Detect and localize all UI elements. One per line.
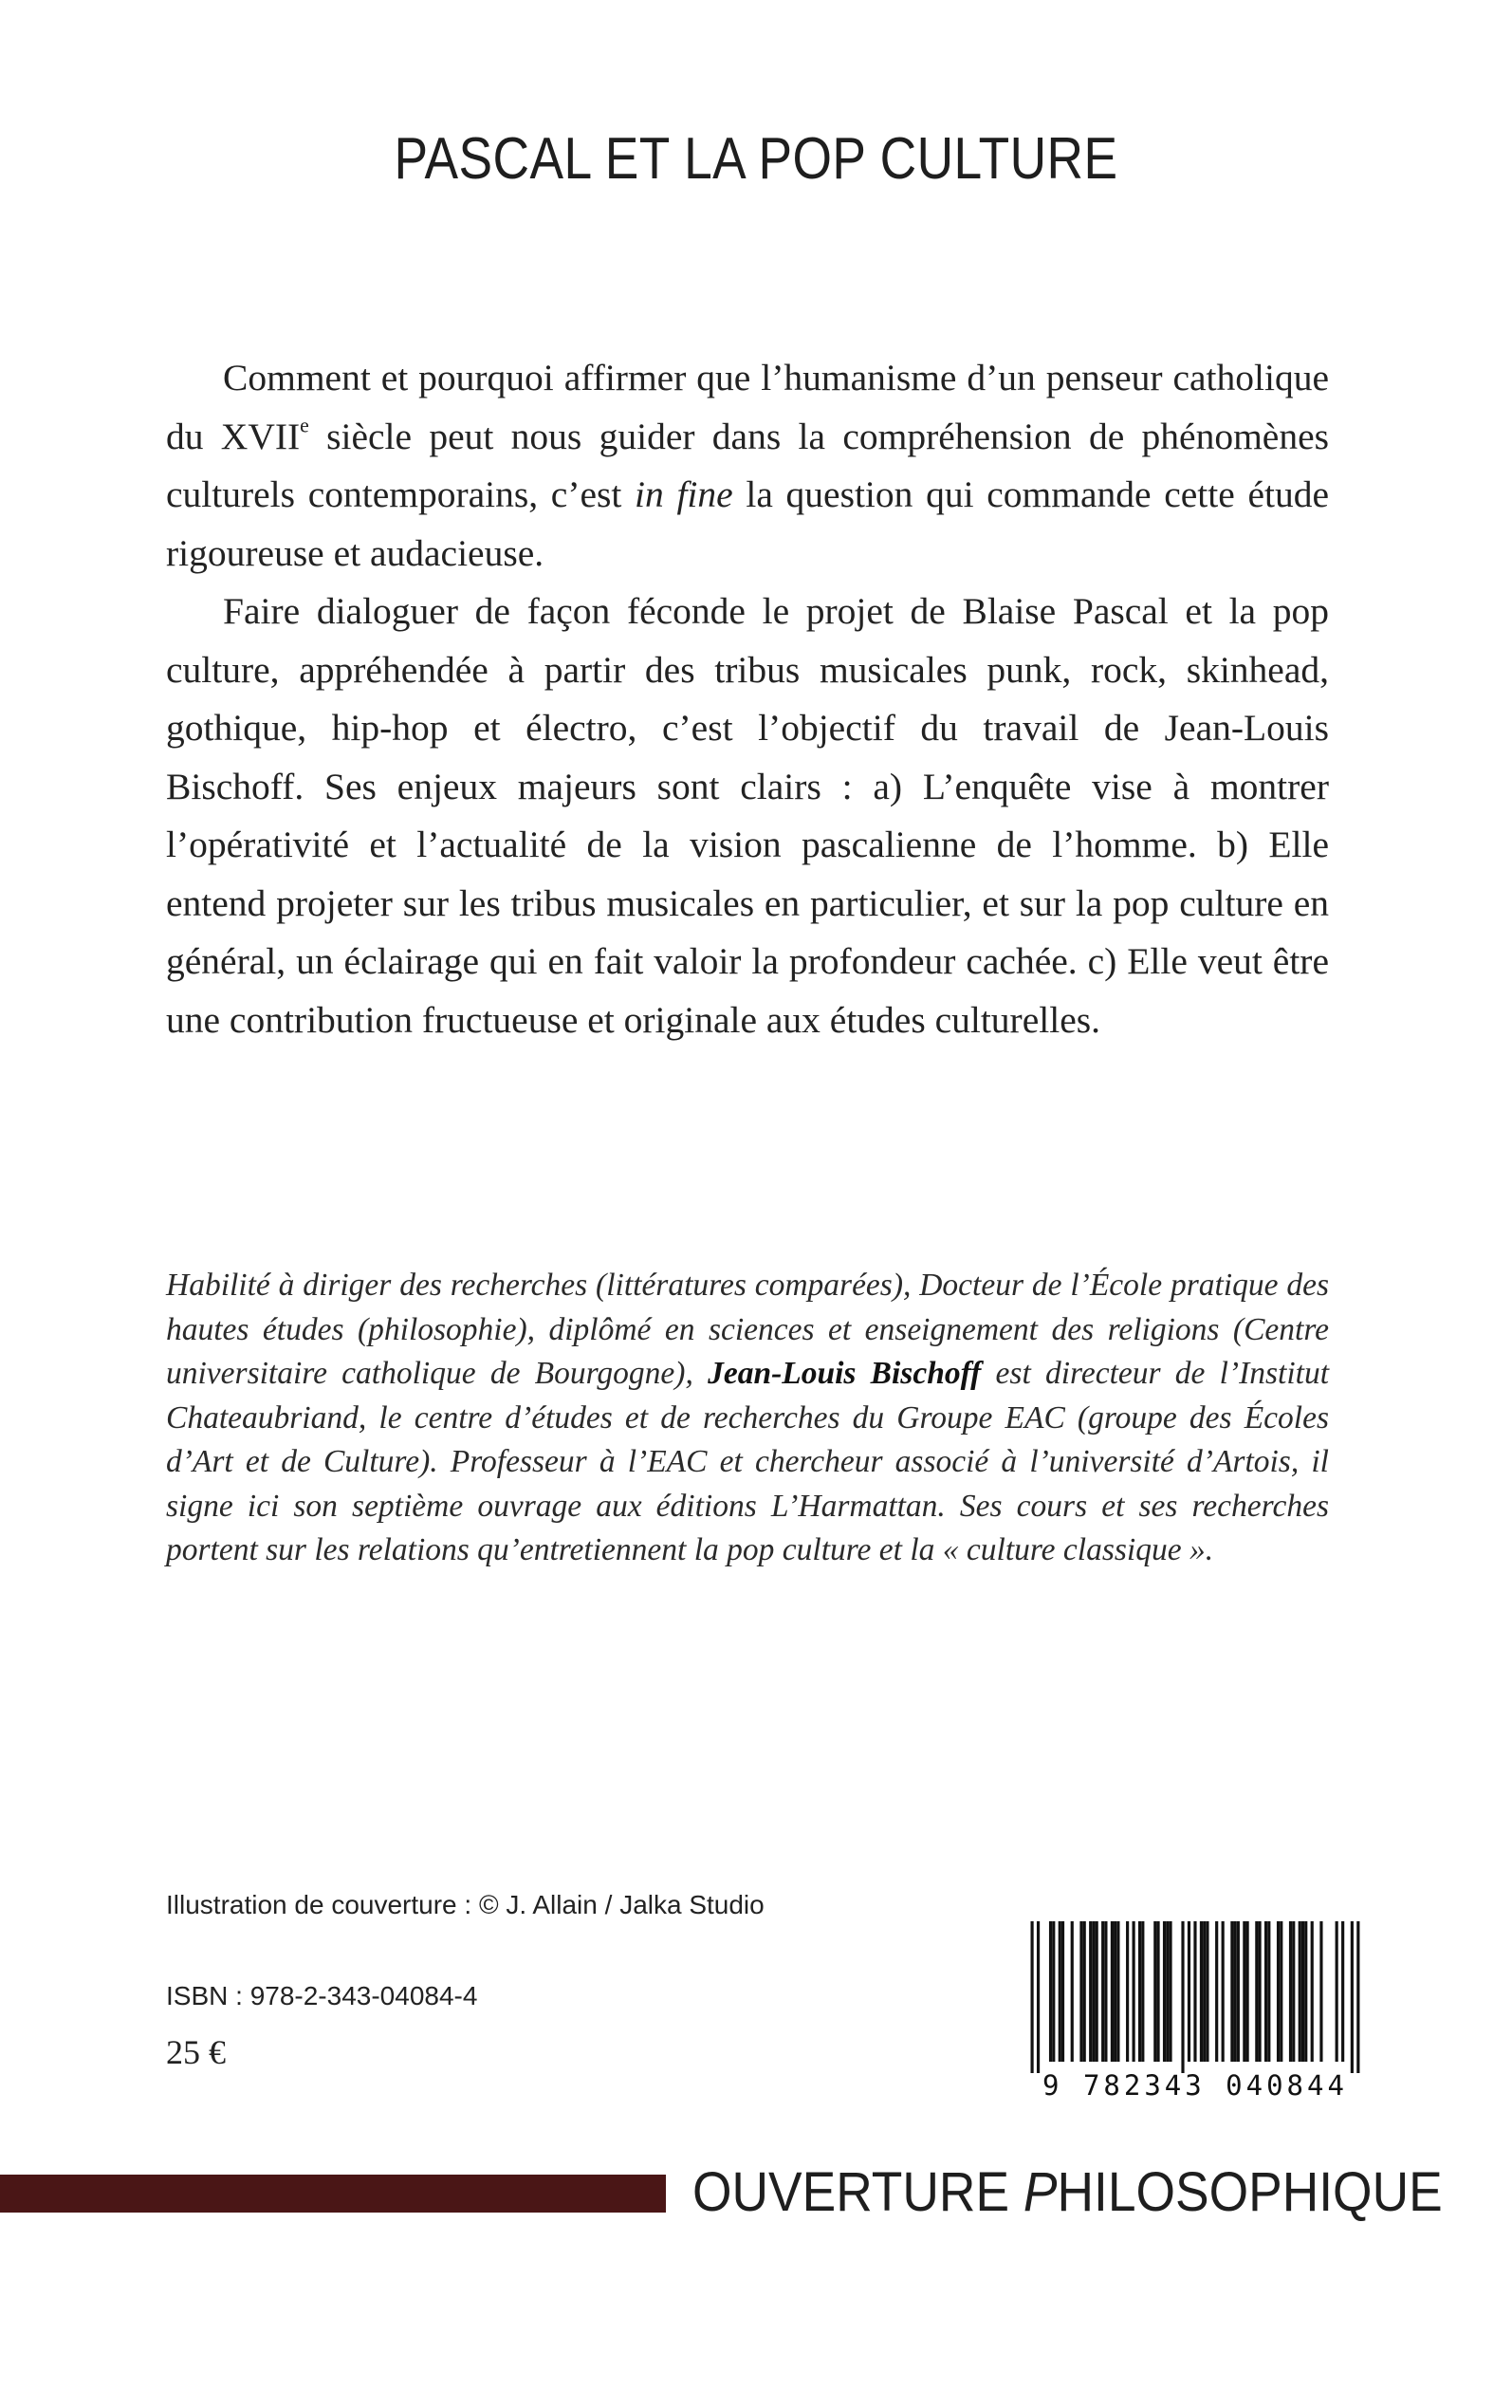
summary-p1-start: Comment et pourquoi affirmer que l’humanisme d’un penseur catholique du XVII: [166, 357, 1329, 457]
barcode-bar: [1289, 1921, 1292, 2062]
barcode-bar: [1336, 1921, 1338, 2062]
barcode-bar: [1267, 1921, 1270, 2062]
barcode-bar: [1215, 1921, 1218, 2062]
barcode-bar: [1163, 1921, 1166, 2062]
barcode-bar: [1230, 1921, 1233, 2062]
barcode-bar: [1126, 1921, 1129, 2062]
barcode-bar: [1104, 1921, 1107, 2062]
barcode-bar: [1141, 1921, 1144, 2062]
barcode-bar: [1277, 1921, 1280, 2062]
barcode-bar: [1181, 1921, 1184, 2073]
barcode-bar: [1301, 1921, 1304, 2062]
barcode-bar: [1138, 1921, 1141, 2062]
summary-p1-end: la question qui commande cette étude rigoureuse et audacieuse.: [166, 473, 1329, 574]
barcode-bar: [1356, 1921, 1359, 2073]
barcode-bar: [1092, 1921, 1095, 2062]
barcode-bar: [1188, 1921, 1190, 2062]
barcode-bar: [1237, 1921, 1240, 2062]
author-bio: [166, 1264, 1329, 1573]
barcode-bar: [1116, 1921, 1119, 2062]
barcode-bar: [1299, 1921, 1301, 2062]
price: 25 €: [166, 2033, 226, 2071]
summary-p1-middle: siècle peut nous guider dans la compréhension de phénomènes culturels contemporains, c’est: [166, 415, 1329, 515]
barcode-bar: [1246, 1921, 1249, 2062]
barcode-bar: [1280, 1921, 1282, 2062]
barcode-bar: [1156, 1921, 1159, 2062]
isbn: ISBN : 978-2-343-04084-4: [166, 1981, 478, 2010]
summary-italic-phrase: in fine: [635, 473, 733, 515]
bio-intro: Habilité à diriger des recherches (littératures comparées), Docteur de l’École pratique des hautes études (philosophie), diplômé en sciences et enseignement des religions (Centre universitaire catholique de Bourgogne),: [166, 1268, 1329, 1391]
barcode-bar: [1234, 1921, 1237, 2062]
barcode-bar: [1071, 1921, 1074, 2062]
summary-paragraph-1: [166, 349, 1329, 583]
barcode-bar: [1311, 1921, 1314, 2062]
barcode-bar: [1341, 1921, 1344, 2062]
barcode-bar: [1133, 1921, 1135, 2062]
author-name: Jean-Louis Bischoff: [708, 1356, 982, 1391]
barcode-bar: [1264, 1921, 1267, 2062]
barcode-bar: [1166, 1921, 1169, 2062]
series-color-bar: [0, 2175, 666, 2213]
barcode-bar: [1059, 1921, 1061, 2062]
barcode-bar: [1351, 1921, 1354, 2073]
barcode-bar: [1206, 1921, 1208, 2062]
barcode-bar: [1153, 1921, 1156, 2062]
barcode-bar: [1101, 1921, 1104, 2062]
barcode-bar: [1111, 1921, 1114, 2062]
series-name-italic-letter: P: [1023, 2161, 1058, 2223]
barcode-bar: [1222, 1921, 1225, 2062]
series-name-part1: OUVERTURE: [692, 2161, 1023, 2223]
barcode-bar: [1061, 1921, 1064, 2062]
barcode-bar: [1200, 1921, 1203, 2062]
barcode-number: 9 782343 040844: [1042, 2069, 1348, 2102]
barcode-bar: [1030, 1921, 1033, 2073]
barcode-bar: [1258, 1921, 1261, 2062]
barcode-bar: [1096, 1921, 1098, 2062]
barcode-bar: [1114, 1921, 1116, 2062]
barcode-bar: [1255, 1921, 1258, 2062]
isbn-barcode: [1024, 1921, 1366, 2102]
book-title: PASCAL ET LA POP CULTURE: [394, 126, 1118, 192]
barcode-bar: [1049, 1921, 1052, 2062]
barcode-bar: [1319, 1921, 1322, 2062]
barcode-bar: [1169, 1921, 1171, 2062]
cover-illustration-credit: Illustration de couverture : © J. Allain / Jalka Studio: [166, 1890, 765, 1919]
century-superscript: e: [300, 414, 309, 437]
barcode-bar: [1083, 1921, 1086, 2062]
barcode-bar: [1193, 1921, 1196, 2062]
back-cover-summary: [166, 349, 1329, 1049]
barcode-bar: [1037, 1921, 1040, 2073]
series-name: [692, 2156, 1443, 2230]
barcode-bar: [1304, 1921, 1307, 2062]
series-name-part3: HILOSOPHIQUE: [1057, 2161, 1443, 2223]
series-bar-rect: [0, 2175, 666, 2213]
barcode-bar: [1203, 1921, 1206, 2062]
barcode-bar: [1292, 1921, 1295, 2062]
barcode-bars: [1024, 1921, 1366, 2073]
bio-rest: est directeur de l’Institut Chateaubriand, le centre d’études et de recherches du Groupe EAC (groupe des Écoles d’Art et de Culture). Professeur à l’EAC et chercheur associé à l’université d’Artois, il signe ici son septième ouvrage aux éditions L’Harmattan. Ses cours et ses recherches portent sur les relations qu’entretiennent la pop culture et la « culture classique ».: [166, 1356, 1330, 1567]
barcode-bar: [1052, 1921, 1055, 2062]
barcode-bar: [1089, 1921, 1092, 2062]
barcode-bar: [1243, 1921, 1245, 2062]
barcode-bar: [1079, 1921, 1082, 2062]
summary-paragraph-2: Faire dialoguer de façon féconde le projet de Blaise Pascal et la pop culture, appréhendée à partir des tribus musicales punk, rock, skinhead, gothique, hip-hop et électro, c’est l’objectif du travail de Jean-Louis Bischoff. Ses enjeux majeurs sont clairs : a) L’enquête vise à montrer l’opérativité et l’actualité de la vision pascalienne de l’homme. b) Elle entend projeter sur les tribus musicales en particulier, et sur la pop culture en général, un éclairage qui en fait valoir la profondeur cachée. c) Elle veut être une contribution fructueuse et originale aux études culturelles.: [166, 590, 1329, 1041]
